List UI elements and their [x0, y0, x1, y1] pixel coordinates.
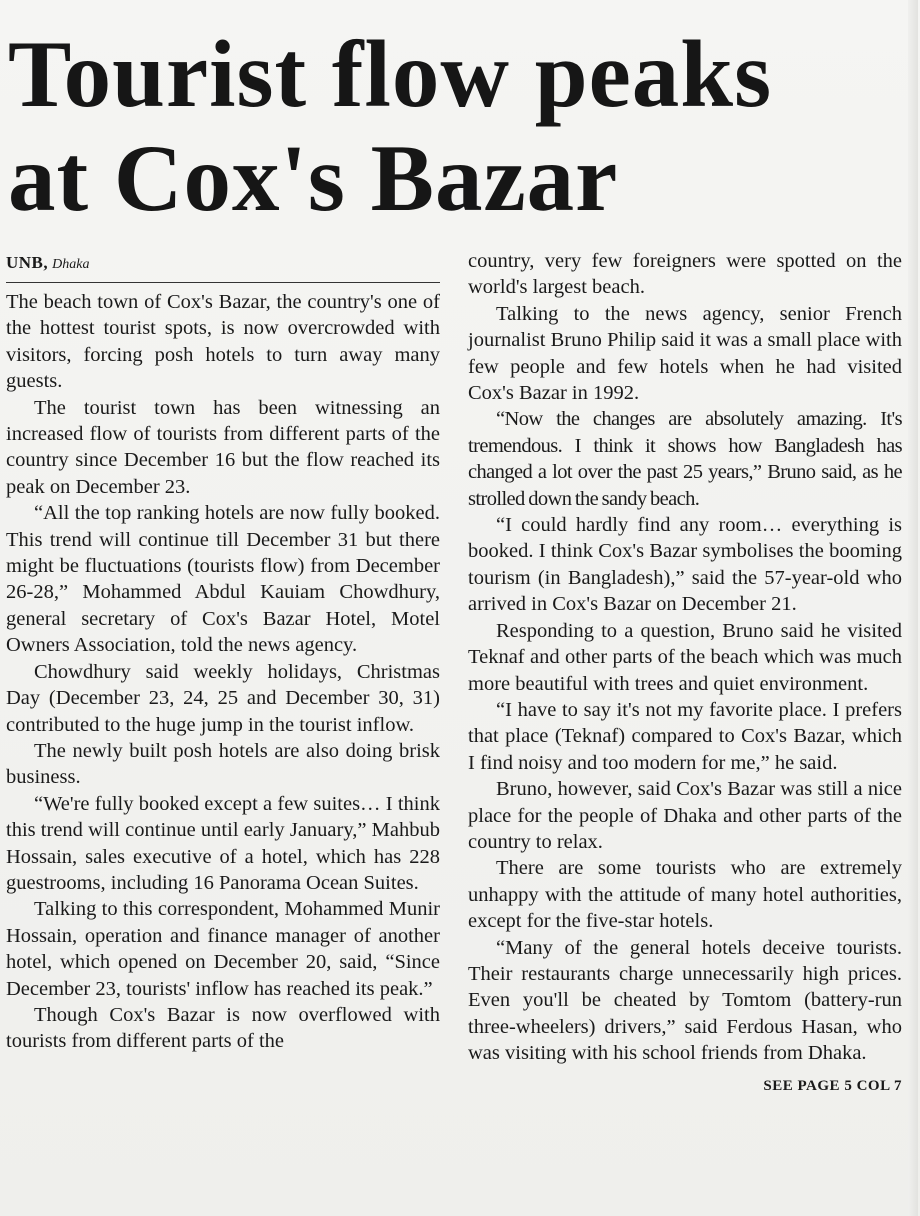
article-column-1	[6, 248, 440, 1099]
paragraph: Talking to this correspondent, Mohammed Munir Hossain, operation and finance manager of another hotel, which opened on December 20, said, “Since December 23, tourists' inflow has reached its peak.”	[6, 898, 440, 1000]
paragraph: Bruno, however, said Cox's Bazar was still a nice place for the people of Dhaka and other parts of the country to relax.	[468, 778, 902, 853]
byline-agency: UNB,	[6, 253, 49, 272]
byline-dateline: Dhaka	[52, 257, 90, 272]
paragraph: Though Cox's Bazar is now overflowed with tourists from different parts of the	[6, 1003, 440, 1053]
paragraph: There are some tourists who are extremely unhappy with the attitude of many hotel authorities, except for the five-star hotels.	[468, 857, 902, 933]
byline	[6, 248, 440, 283]
paragraph: “All the top ranking hotels are now fully booked. This trend will continue till December 31 but there might be fluctuations (tourists flow) from December 26-28,” Mohammed Abdul Kauiam Chowdhury, general secretary of Cox's Bazar Hotel, Motel Owners Association, told the news agency.	[6, 502, 440, 657]
paragraph: country, very few foreigners were spotted on the world's largest beach.	[468, 250, 902, 299]
paragraph: “We're fully booked except a few suites… I think this trend will continue until early January,” Mahbub Hossain, sales executive of a hotel, which has 228 guestrooms, including 16 Panorama Ocean Suites.	[6, 792, 440, 894]
paragraph: “Now the changes are absolutely amazing. It's tremendous. I think it shows how Bangladesh has changed a lot over the past 25 years,” Bruno said, as he strolled down the sandy beach.	[468, 408, 902, 510]
paragraph: Talking to the news agency, senior French journalist Bruno Philip said it was a small place with few people and few hotels when he had visited Cox's Bazar in 1992.	[468, 302, 902, 405]
paragraph: The newly built posh hotels are also doing brisk business.	[6, 739, 440, 789]
paragraph: “I have to say it's not my favorite place. I prefers that place (Teknaf) compared to Cox's Bazar, which I find noisy and too modern for me,” he said.	[468, 698, 902, 774]
continuation-note: SEE PAGE 5 COL 7	[763, 1077, 902, 1094]
paragraph: The tourist town has been witnessing an increased flow of tourists from different parts of the country since December 16 but the flow reached its peak on December 23.	[6, 396, 440, 498]
paragraph: “I could hardly find any room… everything is booked. I think Cox's Bazar symbolises the booming tourism (in Bangladesh),” said the 57-year-old who arrived in Cox's Bazar on December 21.	[468, 514, 902, 616]
headline-line-1: Tourist flow peaks	[8, 21, 773, 127]
paragraph: Chowdhury said weekly holidays, Christmas Day (December 23, 24, 25 and December 30, 31) contributed to the huge jump in the tourist inflow.	[6, 660, 440, 736]
article-body	[6, 248, 906, 1099]
page-edge	[908, 0, 918, 1216]
article-column-2	[468, 248, 902, 1099]
paragraph: Responding to a question, Bruno said he visited Teknaf and other parts of the beach which was much more beautiful with trees and quiet environment.	[468, 619, 902, 695]
paragraph: The beach town of Cox's Bazar, the country's one of the hottest tourist spots, is now overcrowded with visitors, forcing posh hotels to turn away many guests.	[6, 291, 440, 393]
paragraph: “Many of the general hotels deceive tourists. Their restaurants charge unnecessarily high prices. Even you'll be cheated by Tomtom (battery-run three-wheelers) drivers,” said Ferdous Hasan, who was visiting with his school friends from Dhaka.	[468, 936, 902, 1065]
headline	[8, 22, 906, 230]
headline-line-2: at Cox's Bazar	[8, 125, 619, 231]
